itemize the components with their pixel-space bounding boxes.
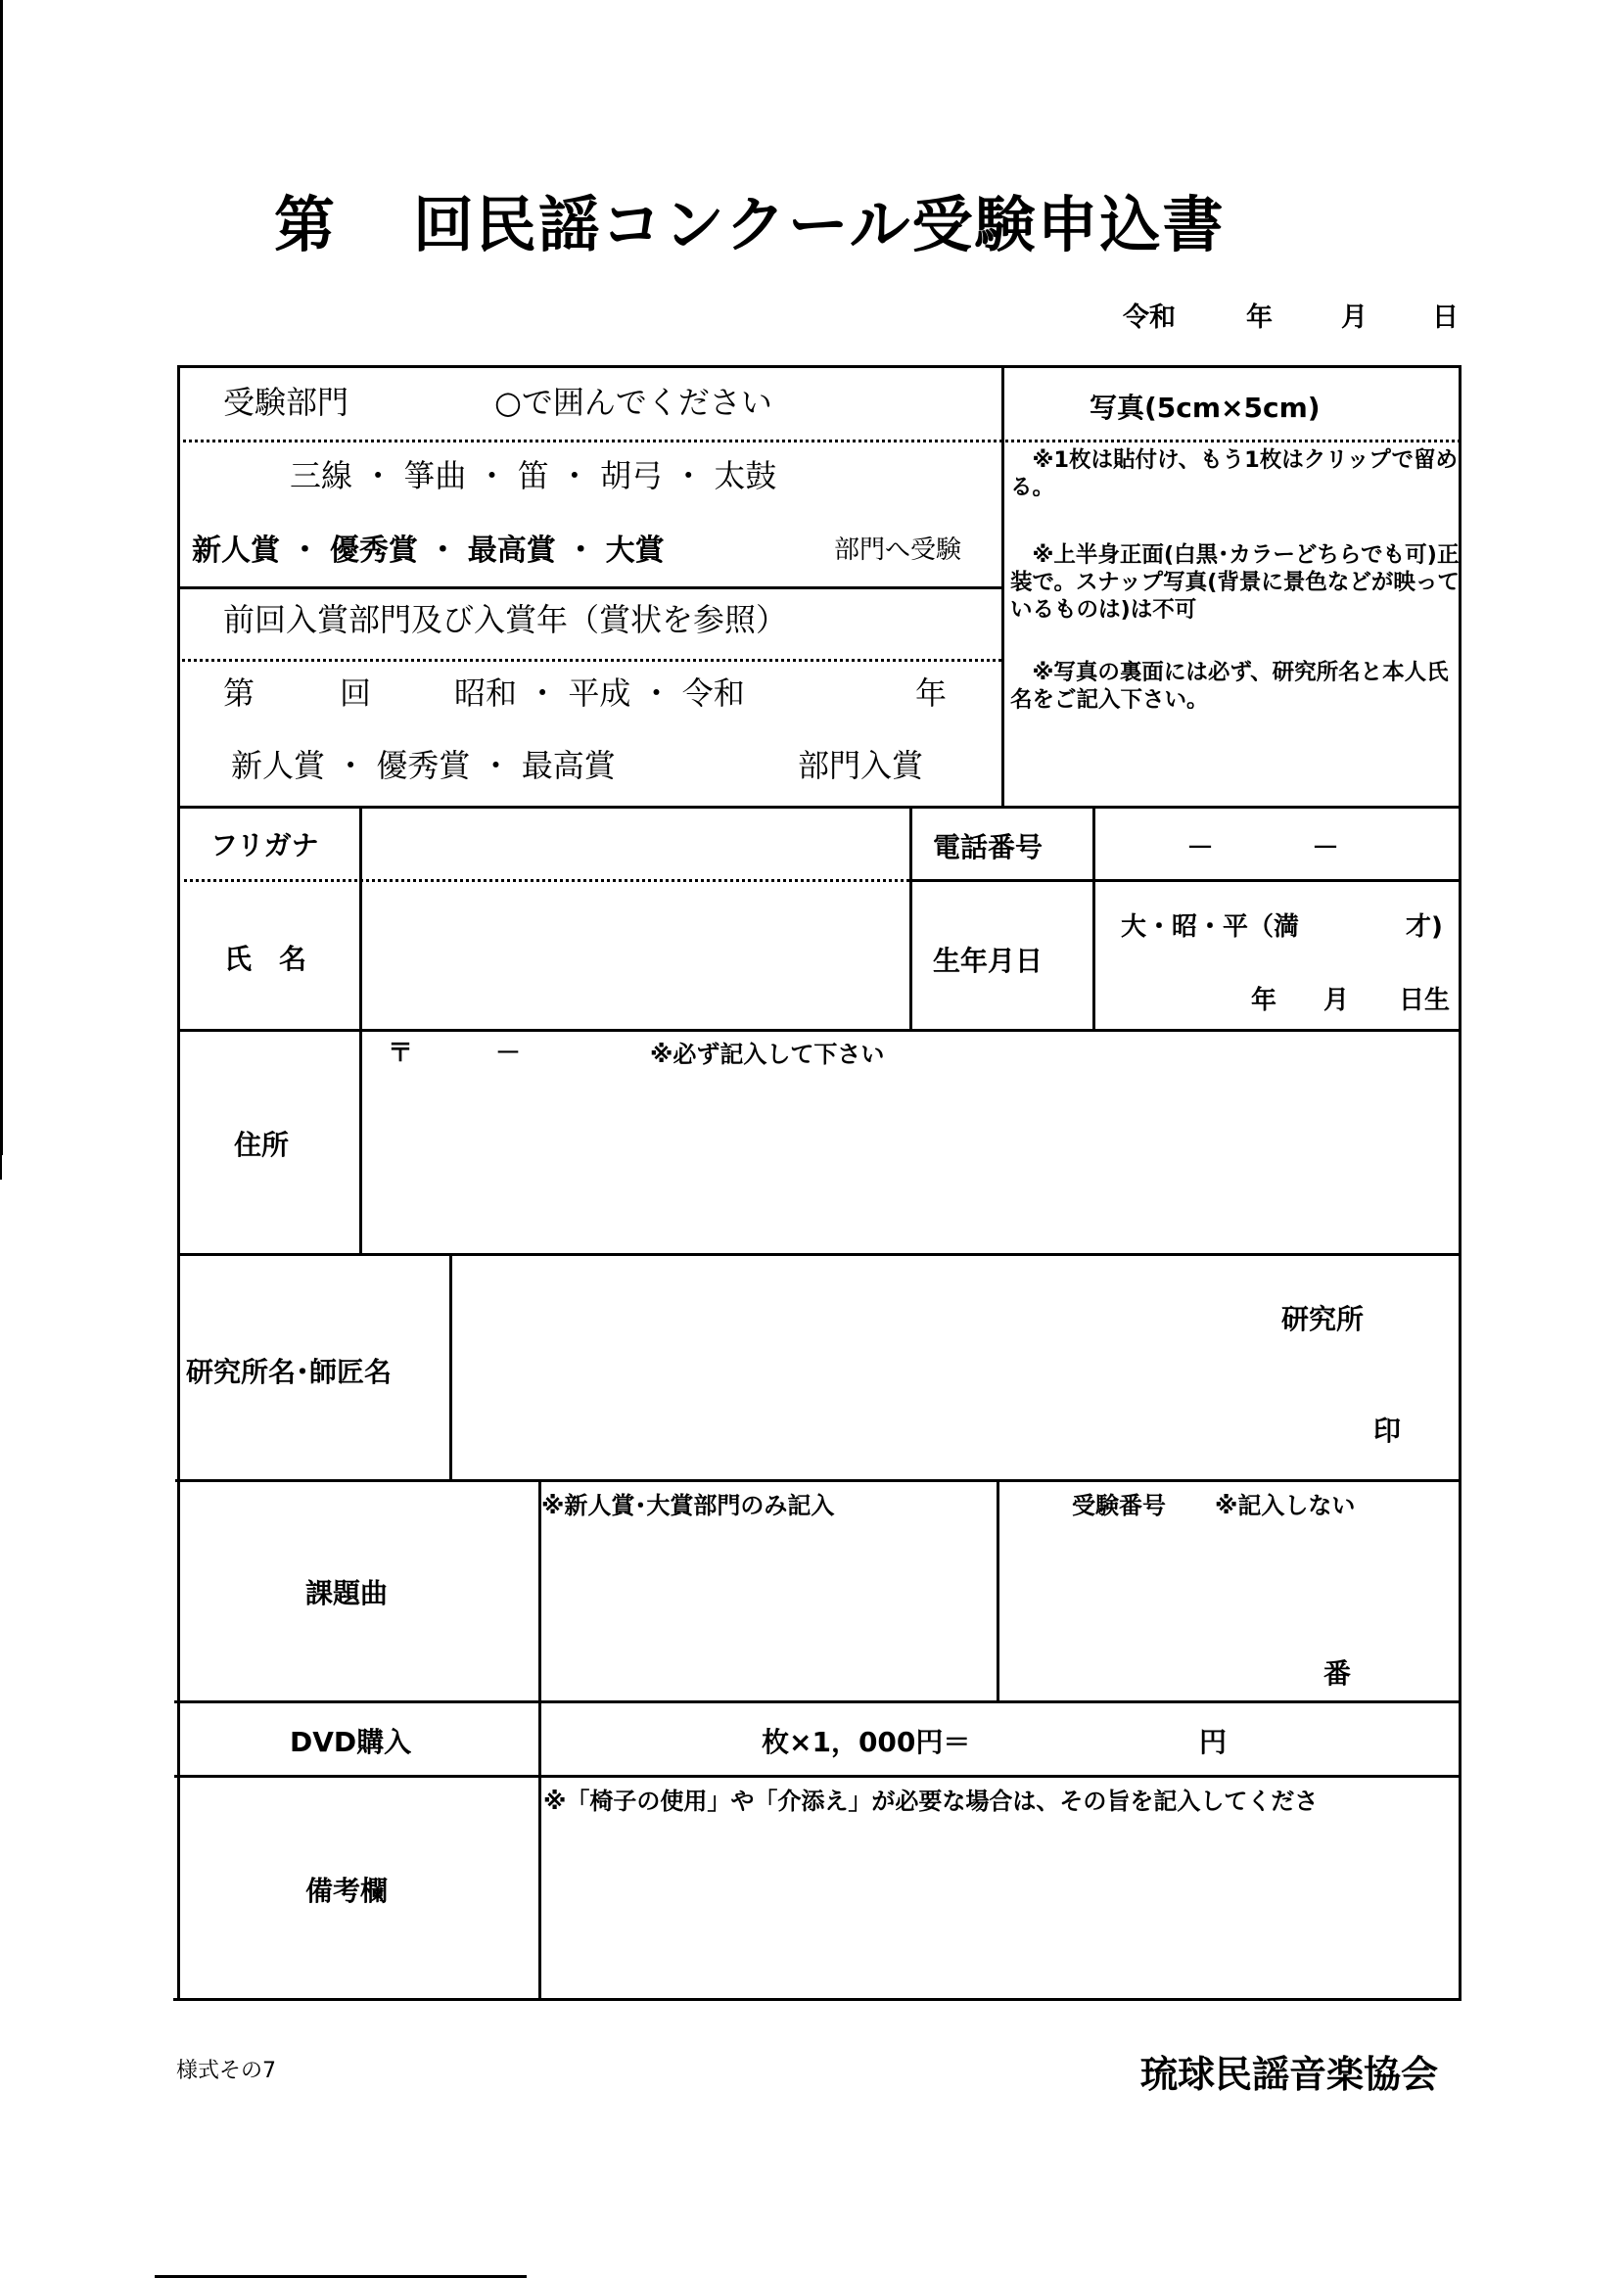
date-year: 年 bbox=[1246, 302, 1273, 333]
exam-number-note: ※記入しない bbox=[1215, 1492, 1356, 1519]
dept-instruction: ○で囲んでください bbox=[494, 384, 772, 421]
upper-bottom-line bbox=[177, 806, 1461, 809]
birth-day: 日生 bbox=[1399, 986, 1451, 1015]
address-input[interactable] bbox=[364, 1067, 1459, 1253]
institute-label: 研究所名･師匠名 bbox=[186, 1356, 393, 1388]
previous-dai: 第 bbox=[223, 674, 255, 712]
previous-era-options[interactable]: 昭和 ・ 平成 ・ 令和 bbox=[454, 674, 745, 712]
name-bottom-line bbox=[177, 1029, 1461, 1032]
prize-suffix: 部門へ受験 bbox=[834, 535, 962, 565]
table-bottom-border bbox=[173, 1998, 1462, 2001]
table-left-border bbox=[177, 365, 180, 2001]
phone-input[interactable] bbox=[1097, 811, 1457, 877]
address-bottom-line bbox=[177, 1253, 1461, 1256]
birth-month: 月 bbox=[1323, 986, 1350, 1015]
exam-number-label: 受験番号 bbox=[1072, 1492, 1166, 1519]
furigana-input[interactable] bbox=[364, 811, 908, 877]
previous-kai: 回 bbox=[340, 674, 372, 712]
scan-edge-line bbox=[0, 0, 3, 1155]
dvd-quantity-field[interactable] bbox=[626, 1708, 754, 1767]
birthdate-label: 生年月日 bbox=[933, 945, 1044, 977]
photo-note-1: ※1枚は貼付け、もう1枚はクリップで留める。 bbox=[1010, 447, 1459, 500]
exam-number-divider bbox=[997, 1479, 999, 1701]
institute-divider bbox=[449, 1253, 452, 1480]
dvd-total-field[interactable] bbox=[989, 1708, 1184, 1767]
name-label: 氏 名 bbox=[224, 943, 307, 975]
phone-bottom-line bbox=[909, 879, 1461, 882]
seal-mark: 印 bbox=[1373, 1415, 1402, 1447]
instrument-options[interactable]: 三線 ・ 箏曲 ・ 笛 ・ 胡弓 ・ 太鼓 bbox=[290, 457, 777, 494]
phone-label: 電話番号 bbox=[933, 831, 1044, 863]
dvd-yen: 円 bbox=[1199, 1726, 1228, 1758]
remarks-note: ※「椅子の使用」や「介添え」が必要な場合は、その旨を記入してくださ bbox=[543, 1788, 1319, 1815]
birth-era-options[interactable]: 大・昭・平（満 bbox=[1121, 912, 1300, 942]
previous-dotted-line bbox=[177, 659, 1001, 662]
song-note: ※新人賞･大賞部門のみ記入 bbox=[541, 1492, 835, 1519]
institute-suffix: 研究所 bbox=[1281, 1303, 1365, 1335]
song-bottom-line bbox=[174, 1700, 1461, 1703]
postal-mark: 〒 bbox=[388, 1039, 414, 1068]
previous-nen: 年 bbox=[915, 674, 948, 712]
photo-note-3: ※写真の裏面には必ず、研究所名と本人氏名をご記入下さい。 bbox=[1010, 660, 1449, 713]
remarks-input[interactable] bbox=[544, 1816, 1459, 1998]
song-label: 課題曲 bbox=[305, 1577, 389, 1609]
previous-year-field[interactable] bbox=[822, 669, 910, 708]
birth-age-suffix: 才) bbox=[1406, 912, 1443, 942]
institute-input[interactable] bbox=[455, 1258, 1458, 1477]
title-prefix: 第 bbox=[274, 189, 338, 260]
postal-dash: － bbox=[495, 1039, 522, 1068]
name-input[interactable] bbox=[364, 884, 908, 1028]
phone-dash-1: － bbox=[1186, 831, 1215, 863]
photo-title: 写真(5cm×5cm) bbox=[1090, 392, 1321, 424]
prize-options[interactable]: 新人賞 ・ 優秀賞 ・ 最高賞 ・ 大賞 bbox=[192, 534, 665, 568]
dvd-label: DVD購入 bbox=[290, 1726, 412, 1758]
scan-edge-mark bbox=[0, 1155, 2, 1180]
photo-note-2: ※上半身正面(白黒･カラーどちらでも可)正装で。スナップ写真(背景に景色などが映っているものは)は不可 bbox=[1010, 542, 1460, 623]
song-input[interactable] bbox=[544, 1522, 997, 1700]
form-title bbox=[274, 176, 1226, 263]
date-month: 月 bbox=[1341, 302, 1368, 333]
phone-label-divider bbox=[1092, 806, 1095, 1030]
form-number: 様式その7 bbox=[176, 2059, 276, 2083]
exam-number-suffix: 番 bbox=[1323, 1657, 1352, 1690]
furigana-label: フリガナ bbox=[210, 829, 319, 861]
institute-bottom-line bbox=[175, 1479, 1461, 1482]
organization-name: 琉球民謡音楽協会 bbox=[1140, 2052, 1439, 2096]
previous-prize-options[interactable]: 新人賞 ・ 優秀賞 ・ 最高賞 bbox=[231, 747, 616, 784]
title-suffix: 回民謡コンクール受験申込書 bbox=[413, 189, 1226, 260]
dept-label: 受験部門 bbox=[223, 384, 349, 421]
previous-label: 前回入賞部門及び入賞年（賞状を参照） bbox=[223, 601, 788, 638]
dvd-formula: 枚×1，000円＝ bbox=[762, 1726, 971, 1758]
phone-dash-2: － bbox=[1312, 831, 1340, 863]
date-day: 日 bbox=[1432, 302, 1459, 333]
remarks-label: 備考欄 bbox=[305, 1875, 389, 1907]
previous-edition-field[interactable] bbox=[264, 669, 333, 708]
name-right-divider bbox=[909, 806, 912, 1030]
birth-year: 年 bbox=[1251, 986, 1277, 1015]
dvd-bottom-line bbox=[174, 1775, 1461, 1778]
address-label: 住所 bbox=[234, 1129, 290, 1161]
previous-prize-suffix: 部門入賞 bbox=[798, 747, 924, 784]
dept-bottom-line bbox=[177, 586, 1001, 589]
song-label-divider bbox=[538, 1479, 541, 2000]
table-top-border bbox=[177, 365, 1461, 368]
address-note: ※必ず記入して下さい bbox=[650, 1041, 885, 1068]
furigana-dotted-line bbox=[177, 879, 909, 882]
date-era: 令和 bbox=[1123, 302, 1176, 333]
